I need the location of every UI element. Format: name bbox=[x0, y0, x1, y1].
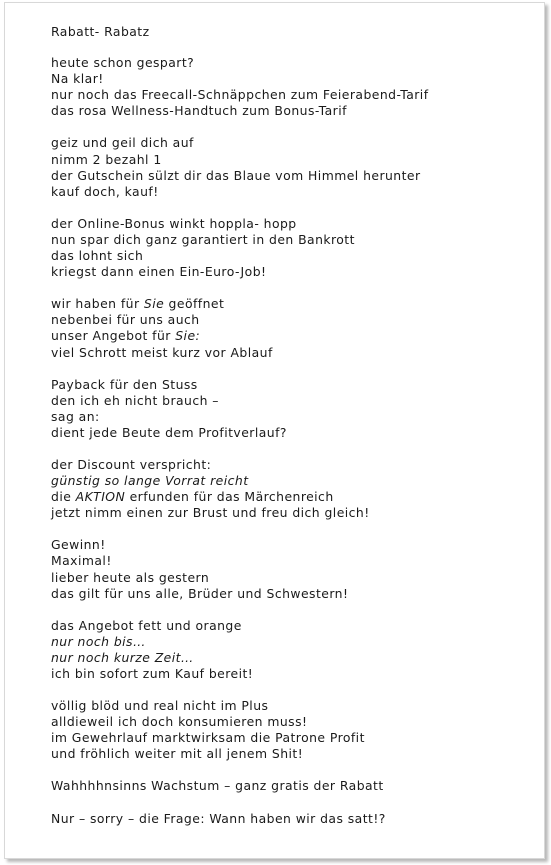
poem-line: geiz und geil dich auf bbox=[51, 135, 194, 151]
emphasis: Sie bbox=[143, 296, 165, 312]
poem-line: wir haben für Sie geöffnet bbox=[51, 296, 225, 312]
poem-line: nimm 2 bezahl 1 bbox=[51, 151, 162, 167]
poem-line: der Gutschein sülzt dir das Blaue vom Himmel herunter bbox=[51, 167, 421, 183]
emphasis: Sie: bbox=[175, 328, 201, 344]
poem-title: Rabatt- Rabatz bbox=[51, 24, 150, 39]
poem-line: Maximal! bbox=[51, 553, 112, 569]
poem-line: den ich eh nicht brauch – bbox=[51, 392, 219, 408]
emphasis: nur noch kurze Zeit… bbox=[51, 649, 194, 665]
poem-line: der Online-Bonus winkt hoppla- hopp bbox=[51, 215, 297, 231]
stanza bbox=[51, 296, 546, 360]
poem-line: im Gewehrlauf marktwirksam die Patrone Profit bbox=[51, 730, 365, 746]
poem-line: unser Angebot für Sie: bbox=[51, 328, 201, 344]
stanza bbox=[51, 537, 546, 601]
poem-line: Payback für den Stuss bbox=[51, 376, 198, 392]
poem-line: kriegst dann einen Ein-Euro-Job! bbox=[51, 264, 267, 280]
stanza bbox=[51, 135, 546, 199]
poem-line: und fröhlich weiter mit all jenem Shit! bbox=[51, 746, 304, 762]
poem-line: sag an: bbox=[51, 408, 100, 424]
poem-line: lieber heute als gestern bbox=[51, 569, 210, 585]
poem-line: viel Schrott meist kurz vor Ablauf bbox=[51, 344, 273, 360]
poem-line: dient jede Beute dem Profitverlauf? bbox=[51, 424, 287, 440]
poem-line: Wahhhhnsinns Wachstum – ganz gratis der Rabatt bbox=[51, 778, 384, 794]
emphasis: AKTION bbox=[75, 489, 126, 505]
poem-line: Nur – sorry – die Frage: Wann haben wir das satt!? bbox=[51, 810, 386, 826]
poem-line: Gewinn! bbox=[51, 537, 106, 553]
poem-line: das Angebot fett und orange bbox=[51, 617, 242, 633]
poem-line bbox=[51, 473, 546, 489]
stanza bbox=[51, 457, 546, 521]
stanza bbox=[51, 216, 546, 280]
emphasis: günstig so lange Vorrat reicht bbox=[51, 473, 249, 489]
stanza bbox=[51, 377, 546, 441]
poem-line bbox=[51, 650, 546, 666]
poem-line: jetzt nimm einen zur Brust und freu dich gleich! bbox=[51, 505, 370, 521]
document-page bbox=[4, 2, 545, 859]
stanza bbox=[51, 778, 546, 794]
poem-line: der Discount verspricht: bbox=[51, 456, 212, 472]
emphasis: nur noch bis… bbox=[51, 633, 146, 649]
poem-line: nur noch das Freecall-Schnäppchen zum Feierabend-Tarif bbox=[51, 87, 429, 103]
stanza bbox=[51, 618, 546, 682]
poem-line: die AKTION erfunden für das Märchenreich bbox=[51, 489, 334, 505]
poem-line: kauf doch, kauf! bbox=[51, 183, 159, 199]
poem-line bbox=[51, 634, 546, 650]
poem-line: das rosa Wellness-Handtuch zum Bonus-Tarif bbox=[51, 103, 347, 119]
poem-body bbox=[51, 55, 546, 827]
stanza bbox=[51, 698, 546, 762]
poem-line: das lohnt sich bbox=[51, 248, 144, 264]
poem-line: alldieweil ich doch konsumieren muss! bbox=[51, 714, 308, 730]
poem-line: das gilt für uns alle, Brüder und Schwestern! bbox=[51, 585, 349, 601]
poem-line: völlig blöd und real nicht im Plus bbox=[51, 698, 269, 714]
poem-line: Na klar! bbox=[51, 71, 104, 87]
poem bbox=[51, 24, 546, 843]
stanza bbox=[51, 55, 546, 119]
poem-line: nun spar dich ganz garantiert in den Bankrott bbox=[51, 231, 355, 247]
poem-line: nebenbei für uns auch bbox=[51, 312, 200, 328]
poem-line: heute schon gespart? bbox=[51, 55, 195, 71]
poem-line: ich bin sofort zum Kauf bereit! bbox=[51, 666, 254, 681]
stanza bbox=[51, 811, 546, 827]
